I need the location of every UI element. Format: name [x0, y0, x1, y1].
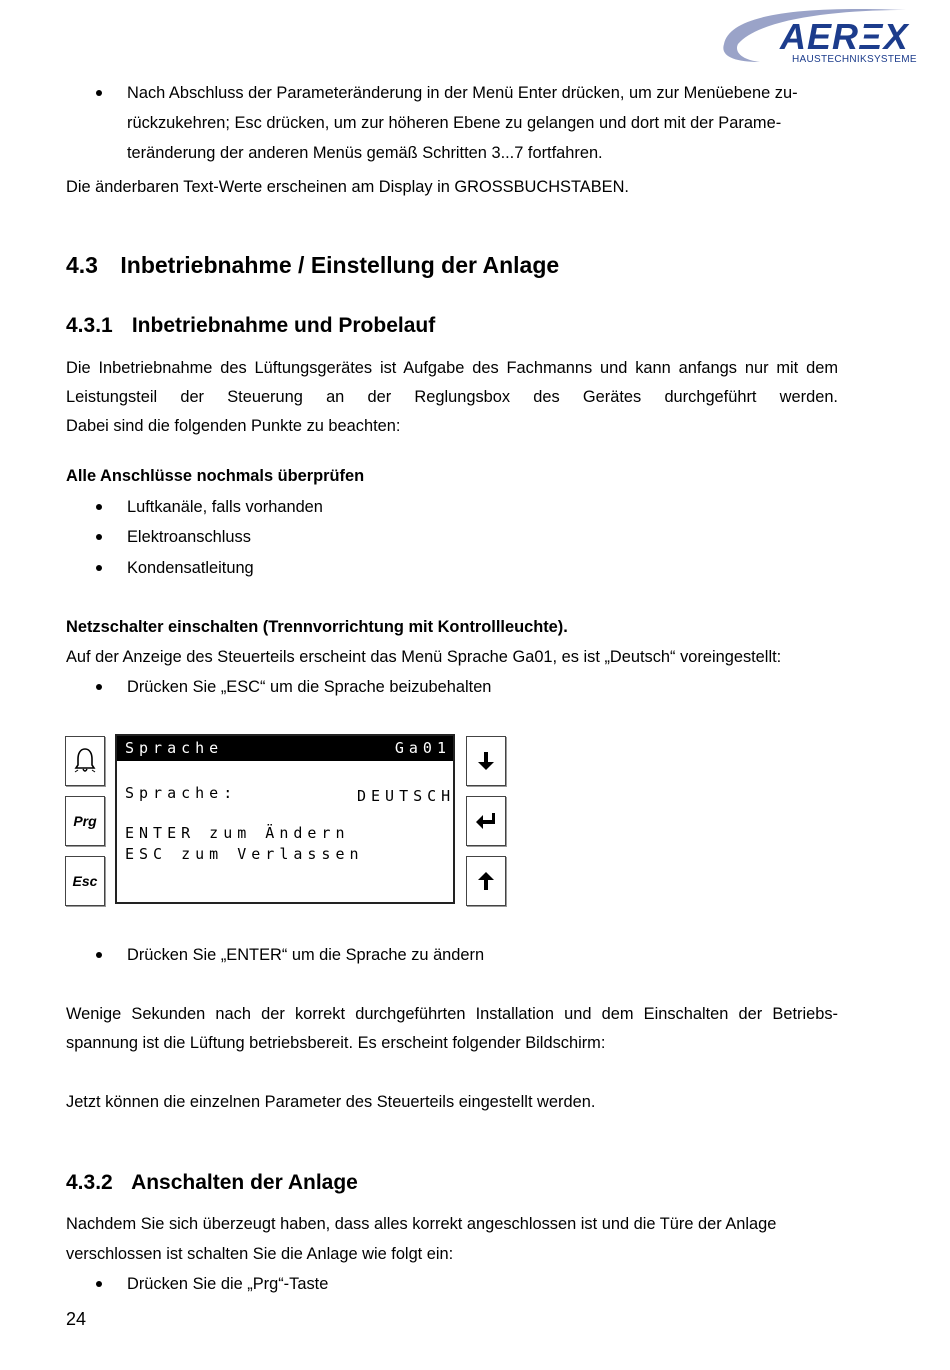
brand-logo: AERΞX [780, 16, 909, 57]
bullet-dot [96, 1281, 102, 1287]
brand-subtitle: HAUSTECHNIKSYSTEME [792, 54, 917, 65]
paragraph-line: spannung ist die Lüftung betriebsbereit. Es erscheint folgender Bildschirm: [66, 1034, 606, 1052]
controller-screen [115, 734, 455, 904]
prg-key-label: Prg [73, 813, 97, 829]
section-number: 4.3 [66, 252, 98, 278]
switch-text: Auf der Anzeige des Steuerteils erscheint das Menü Sprache Ga01, es ist „Deutsch“ voreingestellt: [66, 648, 782, 666]
esc-bullet: Drücken Sie „ESC“ um die Sprache beizubehalten [127, 678, 492, 696]
paragraph-line: verschlossen ist schalten Sie die Anlage wie folgt ein: [66, 1245, 454, 1263]
enter-arrow-icon [474, 810, 498, 832]
esc-key [65, 856, 105, 906]
section-heading-4-3 [66, 252, 559, 279]
arrow-up-icon [475, 870, 497, 892]
alarm-key [65, 736, 105, 786]
screen-header [117, 736, 453, 761]
enter-bullet: Drücken Sie „ENTER“ um die Sprache zu ändern [127, 946, 485, 964]
intro-bullet-line-2: rückzukehren; Esc drücken, um zur höheren Ebene zu gelangen und dort mit der Parame- [127, 114, 782, 132]
paragraph-line: Nachdem Sie sich überzeugt haben, dass alles korrekt angeschlossen ist und die Türe der Anlage [66, 1215, 777, 1233]
screen-title: Sprache [125, 739, 224, 757]
bullet-dot [96, 90, 102, 96]
params-text: Jetzt können die einzelnen Parameter des Steuerteils eingestellt werden. [66, 1093, 596, 1111]
section-number: 4.3.2 [66, 1171, 113, 1194]
bullet-dot [96, 952, 102, 958]
intro-bullet-line-1: Nach Abschluss der Parameteränderung in der Menü Enter drücken, um zur Menüebene zu- [127, 84, 798, 102]
enter-key [466, 796, 506, 846]
switch-heading: Netzschalter einschalten (Trennvorrichtung mit Kontrollleuchte). [66, 618, 568, 636]
paragraph-line: Die Inbetriebnahme des Lüftungsgerätes ist Aufgabe des Fachmanns und kann anfangs nur mit dem [66, 359, 838, 377]
bullet-dot [96, 534, 102, 540]
check-item: Kondensatleitung [127, 559, 254, 577]
paragraph-line: Leistungsteil der Steuerung an der Reglungsbox des Gerätes durchgeführt werden. [66, 388, 838, 406]
check-item: Elektroanschluss [127, 528, 251, 546]
bullet-dot [96, 684, 102, 690]
prg-bullet: Drücken Sie die „Prg“-Taste [127, 1275, 329, 1293]
check-item: Luftkanäle, falls vorhanden [127, 498, 323, 516]
down-key [466, 736, 506, 786]
intro-note: Die änderbaren Text-Werte erscheinen am Display in GROSSBUCHSTABEN. [66, 178, 629, 196]
section-title: Inbetriebnahme und Probelauf [131, 314, 436, 337]
section-heading-4-3-1 [66, 314, 435, 338]
section-title: Inbetriebnahme / Einstellung der Anlage [120, 252, 560, 278]
section-title: Anschalten der Anlage [131, 1171, 358, 1194]
bullet-dot [96, 504, 102, 510]
bullet-dot [96, 565, 102, 571]
check-heading: Alle Anschlüsse nochmals überprüfen [66, 467, 365, 485]
section-number: 4.3.1 [66, 314, 113, 337]
paragraph-line: Dabei sind die folgenden Punkte zu beachten: [66, 417, 401, 435]
prg-key [65, 796, 105, 846]
screen-field-value: DEUTSCH [357, 787, 456, 805]
screen-hint-line-1: ENTER zum Ändern [125, 824, 350, 842]
section-heading-4-3-2 [66, 1171, 358, 1195]
paragraph-line: Wenige Sekunden nach der korrekt durchgeführten Installation und dem Einschalten der Betriebs- [66, 1005, 838, 1023]
esc-key-label: Esc [72, 873, 98, 889]
up-key [466, 856, 506, 906]
screen-menu-code: Ga01 [394, 739, 451, 757]
alarm-bell-icon [73, 746, 97, 776]
screen-hint-line-2: ESC zum Verlassen [125, 845, 364, 863]
arrow-down-icon [475, 750, 497, 772]
screen-field-label: Sprache: [125, 784, 238, 802]
page-number: 24 [66, 1309, 87, 1329]
intro-bullet-line-3: teränderung der anderen Menüs gemäß Schritten 3...7 fortfahren. [127, 144, 603, 162]
